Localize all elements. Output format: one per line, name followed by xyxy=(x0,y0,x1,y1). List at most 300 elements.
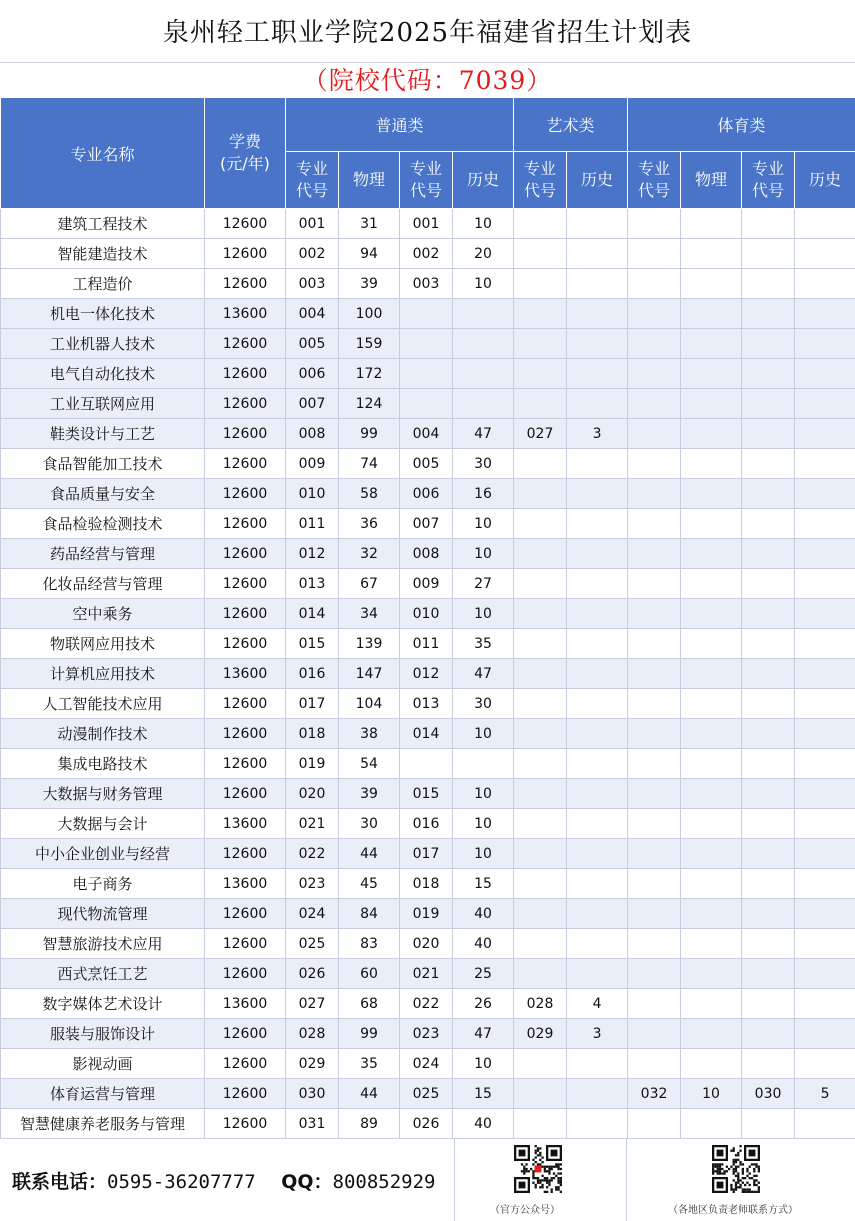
table-cell xyxy=(795,389,855,419)
tuition-cell: 12600 xyxy=(205,359,286,389)
table-cell: 172 xyxy=(339,359,400,389)
tuition-cell: 12600 xyxy=(205,899,286,929)
table-cell: 025 xyxy=(400,1079,453,1109)
subheader-3: 历史 xyxy=(453,152,514,209)
major-name: 工程造价 xyxy=(1,269,205,299)
table-cell xyxy=(628,779,681,809)
table-row xyxy=(1,569,855,599)
table-cell: 003 xyxy=(400,269,453,299)
table-cell: 94 xyxy=(339,239,400,269)
table-cell: 019 xyxy=(286,749,339,779)
table-cell: 40 xyxy=(453,899,514,929)
table-cell: 014 xyxy=(286,599,339,629)
tuition-cell: 13600 xyxy=(205,869,286,899)
table-cell: 009 xyxy=(286,449,339,479)
table-cell xyxy=(567,629,628,659)
table-cell xyxy=(742,749,795,779)
major-name: 影视动画 xyxy=(1,1049,205,1079)
table-cell: 020 xyxy=(400,929,453,959)
major-name: 集成电路技术 xyxy=(1,749,205,779)
table-cell: 008 xyxy=(400,539,453,569)
table-cell xyxy=(628,299,681,329)
table-cell xyxy=(742,719,795,749)
table-cell: 019 xyxy=(400,899,453,929)
table-cell xyxy=(681,599,742,629)
table-cell: 67 xyxy=(339,569,400,599)
major-name: 现代物流管理 xyxy=(1,899,205,929)
table-cell xyxy=(795,599,855,629)
table-cell xyxy=(400,749,453,779)
footer-divider xyxy=(626,1139,627,1221)
table-cell: 4 xyxy=(567,989,628,1019)
table-row xyxy=(1,779,855,809)
table-cell xyxy=(400,299,453,329)
table-cell xyxy=(742,329,795,359)
table-cell xyxy=(742,779,795,809)
subheader-7: 物理 xyxy=(681,152,742,209)
table-cell xyxy=(567,209,628,239)
major-name: 人工智能技术应用 xyxy=(1,689,205,719)
table-cell xyxy=(514,389,567,419)
table-cell: 002 xyxy=(400,239,453,269)
qr-code-icon xyxy=(712,1145,760,1193)
table-cell xyxy=(681,989,742,1019)
table-cell: 10 xyxy=(453,779,514,809)
table-cell: 25 xyxy=(453,959,514,989)
table-cell: 147 xyxy=(339,659,400,689)
table-cell xyxy=(742,539,795,569)
table-cell xyxy=(628,359,681,389)
table-cell xyxy=(514,299,567,329)
table-cell xyxy=(567,359,628,389)
school-code: （院校代码：7039） xyxy=(0,63,855,97)
tuition-cell: 12600 xyxy=(205,479,286,509)
table-cell xyxy=(795,929,855,959)
table-cell: 99 xyxy=(339,1019,400,1049)
table-cell xyxy=(795,269,855,299)
tuition-cell: 13600 xyxy=(205,809,286,839)
table-cell xyxy=(681,659,742,689)
table-cell xyxy=(628,1019,681,1049)
table-cell xyxy=(567,1049,628,1079)
table-cell xyxy=(453,389,514,419)
table-row xyxy=(1,929,855,959)
tuition-cell: 12600 xyxy=(205,689,286,719)
table-cell: 023 xyxy=(400,1019,453,1049)
table-cell xyxy=(400,389,453,419)
table-cell: 38 xyxy=(339,719,400,749)
table-cell xyxy=(795,329,855,359)
table-cell xyxy=(681,689,742,719)
table-cell xyxy=(681,269,742,299)
table-cell: 159 xyxy=(339,329,400,359)
table-cell: 007 xyxy=(400,509,453,539)
table-cell xyxy=(514,269,567,299)
table-cell: 40 xyxy=(453,929,514,959)
table-cell xyxy=(567,719,628,749)
table-cell xyxy=(681,479,742,509)
table-cell xyxy=(628,1049,681,1079)
table-cell xyxy=(742,839,795,869)
tuition-cell: 12600 xyxy=(205,419,286,449)
table-cell: 15 xyxy=(453,869,514,899)
table-cell: 016 xyxy=(400,809,453,839)
major-name: 西式烹饪工艺 xyxy=(1,959,205,989)
table-cell: 023 xyxy=(286,869,339,899)
table-cell xyxy=(795,629,855,659)
table-cell xyxy=(514,779,567,809)
table-row xyxy=(1,449,855,479)
table-cell xyxy=(795,539,855,569)
table-cell xyxy=(567,899,628,929)
table-cell: 40 xyxy=(453,1109,514,1139)
table-cell xyxy=(681,869,742,899)
table-cell xyxy=(628,899,681,929)
table-cell: 004 xyxy=(400,419,453,449)
table-cell: 018 xyxy=(400,869,453,899)
table-cell xyxy=(400,329,453,359)
table-cell xyxy=(567,599,628,629)
table-cell xyxy=(795,749,855,779)
table-row xyxy=(1,749,855,779)
table-cell xyxy=(567,269,628,299)
qq-number: 800852929 xyxy=(333,1171,436,1193)
table-cell xyxy=(681,239,742,269)
table-cell xyxy=(514,899,567,929)
table-cell xyxy=(742,1109,795,1139)
major-name: 工业机器人技术 xyxy=(1,329,205,359)
table-cell: 10 xyxy=(453,719,514,749)
table-cell xyxy=(795,569,855,599)
table-cell xyxy=(628,479,681,509)
major-name: 化妆品经营与管理 xyxy=(1,569,205,599)
table-cell xyxy=(453,329,514,359)
table-cell: 005 xyxy=(400,449,453,479)
table-row xyxy=(1,719,855,749)
table-cell: 016 xyxy=(286,659,339,689)
major-name: 数字媒体艺术设计 xyxy=(1,989,205,1019)
table-cell xyxy=(514,449,567,479)
table-cell: 83 xyxy=(339,929,400,959)
table-cell: 003 xyxy=(286,269,339,299)
subheader-6: 专业 代号 xyxy=(628,152,681,209)
table-cell xyxy=(795,959,855,989)
table-row xyxy=(1,1109,855,1139)
table-cell: 32 xyxy=(339,539,400,569)
table-cell xyxy=(742,299,795,329)
table-cell xyxy=(453,359,514,389)
table-cell xyxy=(742,509,795,539)
major-name: 食品检验检测技术 xyxy=(1,509,205,539)
table-cell xyxy=(514,1049,567,1079)
table-cell xyxy=(567,809,628,839)
table-cell: 027 xyxy=(286,989,339,1019)
table-cell: 54 xyxy=(339,749,400,779)
table-cell: 30 xyxy=(339,809,400,839)
qq-label: QQ： xyxy=(281,1171,332,1193)
table-cell xyxy=(514,809,567,839)
table-cell: 010 xyxy=(400,599,453,629)
table-cell xyxy=(681,209,742,239)
table-cell: 004 xyxy=(286,299,339,329)
footer-divider xyxy=(454,1139,455,1221)
table-cell: 027 xyxy=(514,419,567,449)
major-name: 机电一体化技术 xyxy=(1,299,205,329)
table-cell xyxy=(400,359,453,389)
table-row xyxy=(1,539,855,569)
table-row xyxy=(1,269,855,299)
tuition-cell: 12600 xyxy=(205,719,286,749)
table-cell xyxy=(795,869,855,899)
tuition-cell: 12600 xyxy=(205,1049,286,1079)
table-row xyxy=(1,509,855,539)
table-cell xyxy=(795,239,855,269)
tuition-cell: 12600 xyxy=(205,449,286,479)
table-cell xyxy=(567,509,628,539)
table-cell xyxy=(567,299,628,329)
table-cell: 47 xyxy=(453,419,514,449)
table-cell xyxy=(514,839,567,869)
table-cell xyxy=(742,809,795,839)
table-cell xyxy=(628,719,681,749)
table-cell: 36 xyxy=(339,509,400,539)
table-cell: 58 xyxy=(339,479,400,509)
table-cell: 029 xyxy=(514,1019,567,1049)
table-cell xyxy=(795,809,855,839)
table-cell: 74 xyxy=(339,449,400,479)
major-name: 药品经营与管理 xyxy=(1,539,205,569)
table-cell: 10 xyxy=(453,209,514,239)
major-name: 电子商务 xyxy=(1,869,205,899)
table-cell: 012 xyxy=(286,539,339,569)
qr-caption-contacts: （各地区负责老师联系方式） xyxy=(668,1201,798,1216)
table-cell xyxy=(567,449,628,479)
table-cell xyxy=(567,869,628,899)
subheader-9: 历史 xyxy=(795,152,855,209)
table-row xyxy=(1,899,855,929)
table-cell xyxy=(453,749,514,779)
major-name: 计算机应用技术 xyxy=(1,659,205,689)
table-row xyxy=(1,239,855,269)
table-cell xyxy=(795,899,855,929)
table-cell: 139 xyxy=(339,629,400,659)
table-cell xyxy=(681,1109,742,1139)
tuition-cell: 12600 xyxy=(205,1079,286,1109)
table-cell: 124 xyxy=(339,389,400,419)
table-cell: 029 xyxy=(286,1049,339,1079)
subheader-2: 专业 代号 xyxy=(400,152,453,209)
table-cell xyxy=(514,329,567,359)
table-row xyxy=(1,1079,855,1109)
table-cell xyxy=(628,629,681,659)
table-cell: 021 xyxy=(286,809,339,839)
table-cell: 009 xyxy=(400,569,453,599)
table-cell xyxy=(681,329,742,359)
table-cell xyxy=(628,929,681,959)
table-row xyxy=(1,869,855,899)
table-cell xyxy=(628,839,681,869)
tuition-cell: 12600 xyxy=(205,509,286,539)
table-cell xyxy=(795,419,855,449)
page-title: 泉州轻工职业学院2025年福建省招生计划表 xyxy=(0,0,855,63)
table-cell xyxy=(795,989,855,1019)
table-cell: 34 xyxy=(339,599,400,629)
table-cell xyxy=(567,959,628,989)
table-cell xyxy=(742,1019,795,1049)
phone-number: 0595-36207777 xyxy=(107,1171,256,1193)
table-cell xyxy=(742,929,795,959)
tuition-cell: 12600 xyxy=(205,779,286,809)
table-cell xyxy=(681,719,742,749)
table-cell xyxy=(567,539,628,569)
table-cell xyxy=(681,779,742,809)
tuition-cell: 12600 xyxy=(205,539,286,569)
table-cell xyxy=(681,809,742,839)
table-cell xyxy=(681,299,742,329)
table-cell xyxy=(567,239,628,269)
table-row xyxy=(1,629,855,659)
table-cell xyxy=(567,1109,628,1139)
table-cell xyxy=(514,869,567,899)
table-cell xyxy=(742,899,795,929)
table-cell: 005 xyxy=(286,329,339,359)
major-name: 智能建造技术 xyxy=(1,239,205,269)
table-cell: 104 xyxy=(339,689,400,719)
table-cell: 47 xyxy=(453,659,514,689)
table-cell xyxy=(628,809,681,839)
tuition-cell: 12600 xyxy=(205,929,286,959)
table-cell xyxy=(742,239,795,269)
major-name: 食品质量与安全 xyxy=(1,479,205,509)
phone-label: 联系电话： xyxy=(12,1171,107,1193)
tuition-cell: 12600 xyxy=(205,599,286,629)
table-cell: 30 xyxy=(453,449,514,479)
table-cell xyxy=(628,659,681,689)
tuition-cell: 12600 xyxy=(205,209,286,239)
table-cell xyxy=(795,719,855,749)
table-cell xyxy=(628,509,681,539)
table-cell xyxy=(567,929,628,959)
table-cell: 028 xyxy=(514,989,567,1019)
table-cell xyxy=(795,689,855,719)
table-cell xyxy=(742,269,795,299)
table-cell: 68 xyxy=(339,989,400,1019)
table-cell: 16 xyxy=(453,479,514,509)
major-name: 物联网应用技术 xyxy=(1,629,205,659)
table-row xyxy=(1,599,855,629)
qr-code-icon xyxy=(514,1145,562,1193)
table-cell xyxy=(742,569,795,599)
table-cell xyxy=(795,299,855,329)
table-cell xyxy=(795,1019,855,1049)
table-cell: 30 xyxy=(453,689,514,719)
table-cell xyxy=(681,959,742,989)
table-cell xyxy=(681,359,742,389)
table-cell: 018 xyxy=(286,719,339,749)
table-cell: 10 xyxy=(453,539,514,569)
table-cell xyxy=(514,1079,567,1109)
table-cell xyxy=(514,239,567,269)
table-cell xyxy=(742,599,795,629)
table-cell xyxy=(514,479,567,509)
table-cell: 011 xyxy=(400,629,453,659)
table-row xyxy=(1,389,855,419)
table-cell xyxy=(514,1109,567,1139)
tuition-cell: 12600 xyxy=(205,629,286,659)
table-cell xyxy=(795,1109,855,1139)
table-row xyxy=(1,689,855,719)
subheader-1: 物理 xyxy=(339,152,400,209)
table-cell: 35 xyxy=(453,629,514,659)
header-group-sports: 体育类 xyxy=(628,98,855,152)
major-name: 建筑工程技术 xyxy=(1,209,205,239)
table-cell: 84 xyxy=(339,899,400,929)
table-cell xyxy=(681,569,742,599)
header-group-art: 艺术类 xyxy=(514,98,628,152)
table-cell: 028 xyxy=(286,1019,339,1049)
table-cell: 006 xyxy=(286,359,339,389)
table-cell xyxy=(567,1079,628,1109)
major-name: 体育运营与管理 xyxy=(1,1079,205,1109)
table-cell: 025 xyxy=(286,929,339,959)
table-row xyxy=(1,959,855,989)
table-cell: 017 xyxy=(286,689,339,719)
major-name: 鞋类设计与工艺 xyxy=(1,419,205,449)
table-cell xyxy=(567,569,628,599)
table-cell xyxy=(628,389,681,419)
table-row xyxy=(1,299,855,329)
table-cell: 47 xyxy=(453,1019,514,1049)
major-name: 智慧健康养老服务与管理 xyxy=(1,1109,205,1139)
table-cell xyxy=(628,599,681,629)
table-cell xyxy=(628,239,681,269)
table-cell xyxy=(628,449,681,479)
table-cell xyxy=(742,419,795,449)
table-cell xyxy=(795,1049,855,1079)
table-cell xyxy=(628,989,681,1019)
table-cell xyxy=(681,509,742,539)
table-cell xyxy=(628,419,681,449)
table-cell: 10 xyxy=(453,809,514,839)
table-cell xyxy=(795,509,855,539)
table-cell xyxy=(681,1019,742,1049)
table-cell: 100 xyxy=(339,299,400,329)
table-cell: 026 xyxy=(286,959,339,989)
table-cell: 002 xyxy=(286,239,339,269)
table-cell xyxy=(628,1109,681,1139)
table-cell xyxy=(742,1049,795,1079)
table-cell xyxy=(681,929,742,959)
table-cell xyxy=(514,659,567,689)
table-cell: 008 xyxy=(286,419,339,449)
table-cell: 006 xyxy=(400,479,453,509)
table-cell xyxy=(795,659,855,689)
table-cell: 44 xyxy=(339,1079,400,1109)
table-cell: 024 xyxy=(286,899,339,929)
subheader-8: 专业 代号 xyxy=(742,152,795,209)
table-cell: 10 xyxy=(681,1079,742,1109)
major-name: 食品智能加工技术 xyxy=(1,449,205,479)
table-cell xyxy=(681,419,742,449)
table-cell xyxy=(681,449,742,479)
table-cell xyxy=(742,389,795,419)
table-cell: 017 xyxy=(400,839,453,869)
table-cell xyxy=(795,779,855,809)
tuition-cell: 12600 xyxy=(205,269,286,299)
tuition-cell: 12600 xyxy=(205,329,286,359)
major-name: 智慧旅游技术应用 xyxy=(1,929,205,959)
table-cell xyxy=(514,629,567,659)
